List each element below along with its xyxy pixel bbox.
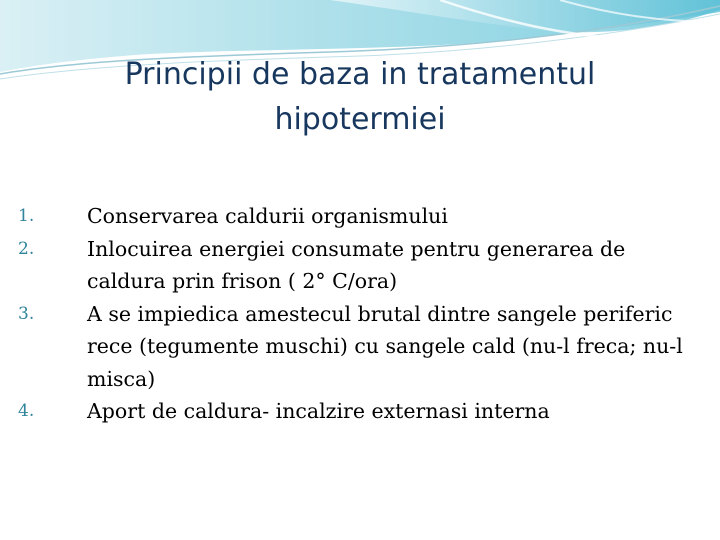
list-number: 3. [18, 303, 35, 324]
list-item-text: Inlocuirea energiei consumate pentru generarea de caldura prin frison ( 2° C/ora) [87, 236, 626, 293]
list-number: 2. [18, 238, 35, 259]
list-item [0, 200, 700, 233]
list-item [0, 298, 700, 396]
list-item [0, 395, 700, 428]
list-item [0, 233, 700, 298]
slide-title: Principii de baza in tratamentul hipotermiei [124, 57, 596, 137]
list-item-text: Conservarea caldurii organismului [87, 204, 448, 228]
list-number: 4. [18, 401, 35, 421]
list-item-text: A se impiedica amestecul brutal dintre sangele periferic rece (tegumente muschi) cu sangele cald (nu-l freca; nu-l misca) [87, 301, 683, 391]
numbered-list [0, 200, 700, 428]
list-number: 1. [18, 206, 35, 226]
list-item-text: Aport de caldura- incalzire externasi interna [87, 399, 550, 423]
